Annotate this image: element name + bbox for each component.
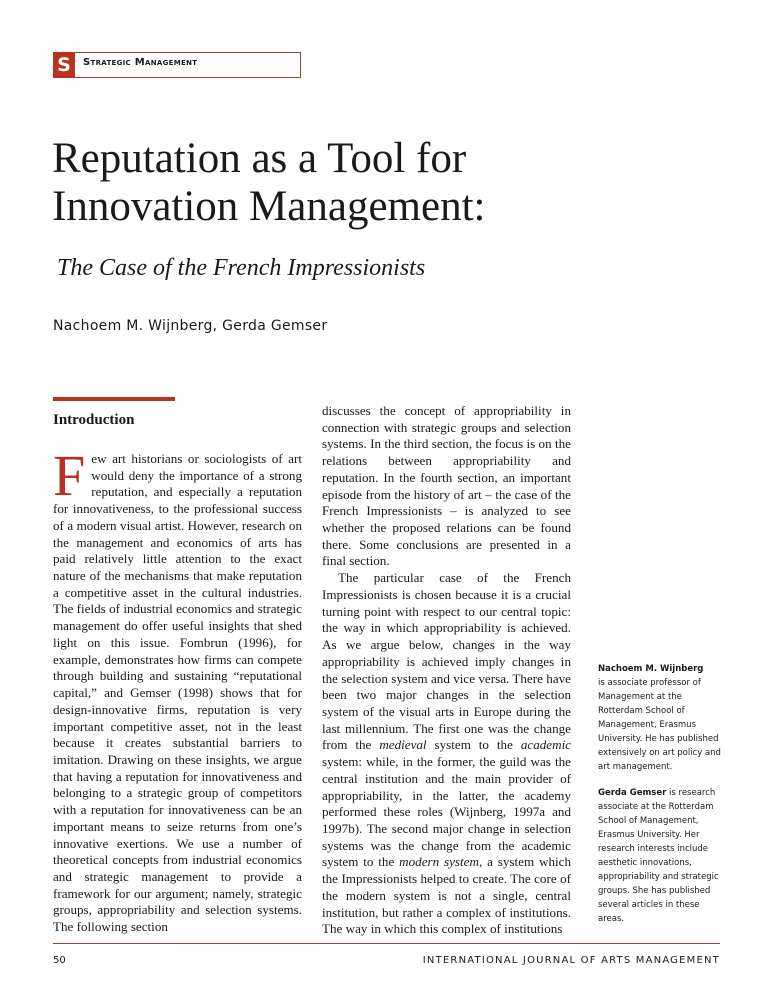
footer-rule — [53, 943, 720, 944]
journal-name: INTERNATIONAL JOURNAL OF ARTS MANAGEMENT — [422, 955, 720, 966]
author-name: Gerda Gemser — [598, 788, 667, 798]
emphasis: modern system — [399, 854, 479, 870]
section-heading: Introduction — [53, 412, 135, 428]
author-bio — [598, 662, 722, 774]
text-run: system to the — [426, 737, 521, 753]
paragraph — [322, 570, 571, 938]
article-title: Reputation as a Tool for Innovation Management: — [52, 135, 486, 230]
body-column-left — [53, 443, 302, 936]
text-run: The particular case of the French Impressionists is chosen because it is a crucial turning point with respect to our central topic: the way in which appropriability is achieved. As we argue below, changes in the way appropriability is achieved imply changes in the selection system and vice versa. There have been two major changes in the selection system of the visual arts in Europe during the last millennium. The first one was the change from the — [322, 570, 571, 753]
author-sidebar — [598, 662, 722, 938]
author-name: Nachoem M. Wijnberg — [598, 664, 704, 674]
text-run: system: while, in the former, the guild was the central institution and the main provider of appropriability, in the latter, the academy performed these roles (Wijnberg, 1997a and 1997b). The second major change in selection systems was the change from the academic system to the — [322, 754, 571, 870]
text-run: , a system which the Impressionists helped to create. The core of the modern system is not a single, central institution, but rather a complex of institutions. The way in which this complex of institutions — [322, 854, 571, 937]
article-subtitle: The Case of the French Impressionists — [57, 255, 426, 281]
section-letter: S — [53, 52, 75, 78]
section-banner — [53, 52, 301, 78]
heading-rule — [53, 397, 175, 401]
paragraph-text: ew art historians or sociologists of art would deny the importance of a strong reputation, and especially a reputation for innovativeness, to the professional success of a modern visual artist. However, research on the management and economics of arts has paid relatively little attention to the exact nature of the mechanisms that make reputation a competitive asset in the cultural industries. The fields of industrial economics and strategic management do offer useful insights that shed light on this issue. Fombrun (1996), for example, demonstrates how firms can compete through building and sustaining “reputational capital,” and Gemser (1998) shows that for design-innovative firms, reputation is very important competitive asset, not in the least because it creates substantial barriers to imitation. Drawing on these insights, we argue that having a reputation for innovativeness and belonging to a strategic group of competitors with a reputation for innovativeness can be an important means to seize returns from one’s innovative exertions. We use a number of theoretical concepts from industrial economics and strategic management to provide a framework for our argument; namely, strategic groups, appropriability and selection systems. The following section — [53, 451, 302, 935]
drop-cap: F — [53, 443, 86, 508]
author-bio-text: is associate professor of Management at the Rotterdam School of Management, Erasmus University. He has published extensively on art policy and art management. — [598, 678, 721, 772]
body-column-right — [322, 403, 571, 938]
emphasis: academic — [520, 737, 572, 753]
section-label: Strategic Management — [83, 57, 198, 68]
paragraph — [53, 443, 302, 936]
emphasis: medieval — [379, 737, 427, 753]
author-bio-text: is research associate at the Rotterdam School of Management, Erasmus University. Her research interests include aesthetic innovations, appropriability and strategic groups. She has published several articles in these areas. — [598, 788, 719, 924]
author-line: Nachoem M. Wijnberg, Gerda Gemser — [53, 318, 328, 334]
page-number: 50 — [53, 955, 66, 966]
author-bio — [598, 786, 722, 926]
paragraph: discusses the concept of appropriability in connection with strategic groups and selection systems. In the third section, the focus is on the relations between appropriability and reputation. In the fourth section, an important episode from the history of art – the case of the French Impressionists – is analyzed to see whether the proposed relations can be found there. Some conclusions are presented in a final section. — [322, 403, 571, 569]
